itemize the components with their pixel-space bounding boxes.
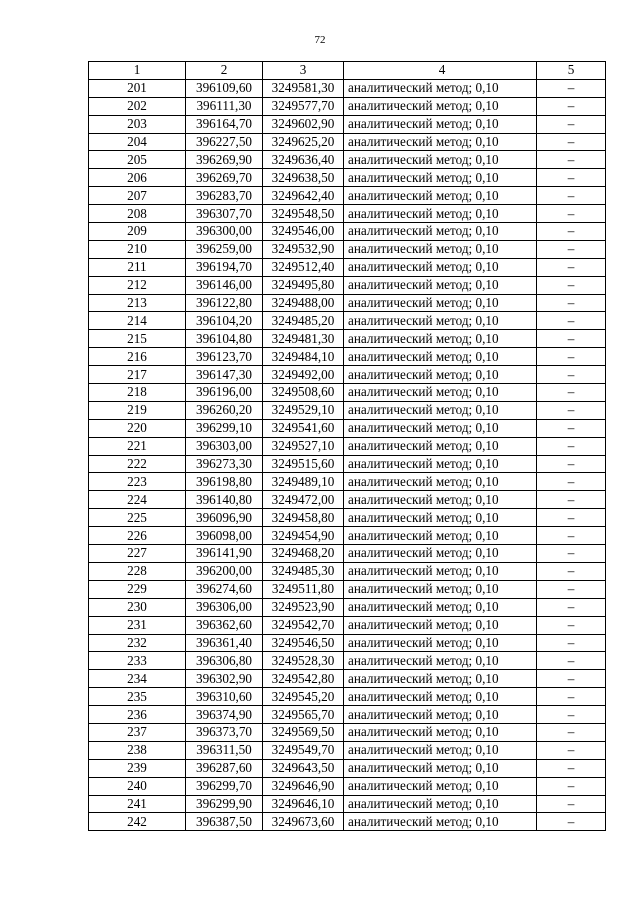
point-number-cell: 229	[89, 580, 186, 598]
method-accuracy-cell: аналитический метод; 0,10	[344, 384, 537, 402]
method-accuracy-cell: аналитический метод; 0,10	[344, 688, 537, 706]
note-cell: –	[537, 545, 606, 563]
y-coordinate-cell: 3249577,70	[263, 97, 344, 115]
note-cell: –	[537, 777, 606, 795]
y-coordinate-cell: 3249485,30	[263, 562, 344, 580]
method-accuracy-cell: аналитический метод; 0,10	[344, 205, 537, 223]
table-row	[89, 634, 606, 652]
y-coordinate-cell: 3249542,80	[263, 670, 344, 688]
table-row	[89, 706, 606, 724]
x-coordinate-cell: 396104,20	[186, 312, 263, 330]
point-number-cell: 223	[89, 473, 186, 491]
y-coordinate-cell: 3249646,90	[263, 777, 344, 795]
point-number-cell: 226	[89, 527, 186, 545]
x-coordinate-cell: 396300,00	[186, 223, 263, 241]
x-coordinate-cell: 396098,00	[186, 527, 263, 545]
method-accuracy-cell: аналитический метод; 0,10	[344, 741, 537, 759]
header-col-4: 4	[344, 62, 537, 80]
note-cell: –	[537, 741, 606, 759]
x-coordinate-cell: 396111,30	[186, 97, 263, 115]
note-cell: –	[537, 294, 606, 312]
x-coordinate-cell: 396374,90	[186, 706, 263, 724]
note-cell: –	[537, 688, 606, 706]
x-coordinate-cell: 396164,70	[186, 115, 263, 133]
header-col-2: 2	[186, 62, 263, 80]
y-coordinate-cell: 3249512,40	[263, 258, 344, 276]
x-coordinate-cell: 396140,80	[186, 491, 263, 509]
note-cell: –	[537, 634, 606, 652]
x-coordinate-cell: 396200,00	[186, 562, 263, 580]
method-accuracy-cell: аналитический метод; 0,10	[344, 616, 537, 634]
header-col-5: 5	[537, 62, 606, 80]
table-row	[89, 97, 606, 115]
y-coordinate-cell: 3249642,40	[263, 187, 344, 205]
point-number-cell: 219	[89, 401, 186, 419]
y-coordinate-cell: 3249511,80	[263, 580, 344, 598]
x-coordinate-cell: 396310,60	[186, 688, 263, 706]
note-cell: –	[537, 670, 606, 688]
point-number-cell: 210	[89, 240, 186, 258]
y-coordinate-cell: 3249489,10	[263, 473, 344, 491]
y-coordinate-cell: 3249492,00	[263, 366, 344, 384]
x-coordinate-cell: 396387,50	[186, 813, 263, 831]
point-number-cell: 214	[89, 312, 186, 330]
y-coordinate-cell: 3249638,50	[263, 169, 344, 187]
note-cell: –	[537, 240, 606, 258]
point-number-cell: 225	[89, 509, 186, 527]
table-row	[89, 598, 606, 616]
table-row	[89, 205, 606, 223]
point-number-cell: 218	[89, 384, 186, 402]
table-row	[89, 258, 606, 276]
page-number: 72	[314, 34, 326, 46]
point-number-cell: 228	[89, 562, 186, 580]
y-coordinate-cell: 3249636,40	[263, 151, 344, 169]
x-coordinate-cell: 396147,30	[186, 366, 263, 384]
table-row	[89, 133, 606, 151]
y-coordinate-cell: 3249528,30	[263, 652, 344, 670]
table-row	[89, 473, 606, 491]
table-row	[89, 312, 606, 330]
table-row	[89, 491, 606, 509]
point-number-cell: 232	[89, 634, 186, 652]
point-number-cell: 220	[89, 419, 186, 437]
x-coordinate-cell: 396259,00	[186, 240, 263, 258]
table-row	[89, 795, 606, 813]
method-accuracy-cell: аналитический метод; 0,10	[344, 258, 537, 276]
table-row	[89, 187, 606, 205]
point-number-cell: 203	[89, 115, 186, 133]
point-number-cell: 221	[89, 437, 186, 455]
table-row	[89, 759, 606, 777]
note-cell: –	[537, 169, 606, 187]
x-coordinate-cell: 396274,60	[186, 580, 263, 598]
point-number-cell: 239	[89, 759, 186, 777]
x-coordinate-cell: 396104,80	[186, 330, 263, 348]
table-row	[89, 419, 606, 437]
y-coordinate-cell: 3249643,50	[263, 759, 344, 777]
method-accuracy-cell: аналитический метод; 0,10	[344, 580, 537, 598]
point-number-cell: 236	[89, 706, 186, 724]
table-row	[89, 366, 606, 384]
note-cell: –	[537, 258, 606, 276]
x-coordinate-cell: 396198,80	[186, 473, 263, 491]
y-coordinate-cell: 3249625,20	[263, 133, 344, 151]
x-coordinate-cell: 396306,00	[186, 598, 263, 616]
x-coordinate-cell: 396109,60	[186, 79, 263, 97]
x-coordinate-cell: 396307,70	[186, 205, 263, 223]
table-row	[89, 437, 606, 455]
x-coordinate-cell: 396141,90	[186, 545, 263, 563]
method-accuracy-cell: аналитический метод; 0,10	[344, 240, 537, 258]
method-accuracy-cell: аналитический метод; 0,10	[344, 527, 537, 545]
note-cell: –	[537, 419, 606, 437]
point-number-cell: 207	[89, 187, 186, 205]
point-number-cell: 208	[89, 205, 186, 223]
note-cell: –	[537, 97, 606, 115]
table-row	[89, 294, 606, 312]
method-accuracy-cell: аналитический метод; 0,10	[344, 330, 537, 348]
table-row	[89, 79, 606, 97]
x-coordinate-cell: 396299,90	[186, 795, 263, 813]
method-accuracy-cell: аналитический метод; 0,10	[344, 187, 537, 205]
method-accuracy-cell: аналитический метод; 0,10	[344, 419, 537, 437]
method-accuracy-cell: аналитический метод; 0,10	[344, 598, 537, 616]
point-number-cell: 211	[89, 258, 186, 276]
table-body	[89, 79, 606, 830]
method-accuracy-cell: аналитический метод; 0,10	[344, 133, 537, 151]
note-cell: –	[537, 330, 606, 348]
point-number-cell: 231	[89, 616, 186, 634]
note-cell: –	[537, 348, 606, 366]
note-cell: –	[537, 473, 606, 491]
note-cell: –	[537, 706, 606, 724]
method-accuracy-cell: аналитический метод; 0,10	[344, 437, 537, 455]
x-coordinate-cell: 396306,80	[186, 652, 263, 670]
table-row	[89, 527, 606, 545]
method-accuracy-cell: аналитический метод; 0,10	[344, 634, 537, 652]
x-coordinate-cell: 396146,00	[186, 276, 263, 294]
table-row	[89, 545, 606, 563]
y-coordinate-cell: 3249602,90	[263, 115, 344, 133]
header-row	[89, 62, 606, 80]
note-cell: –	[537, 223, 606, 241]
x-coordinate-cell: 396302,90	[186, 670, 263, 688]
table-row	[89, 509, 606, 527]
y-coordinate-cell: 3249484,10	[263, 348, 344, 366]
table-row	[89, 223, 606, 241]
method-accuracy-cell: аналитический метод; 0,10	[344, 276, 537, 294]
note-cell: –	[537, 580, 606, 598]
note-cell: –	[537, 205, 606, 223]
point-number-cell: 222	[89, 455, 186, 473]
note-cell: –	[537, 401, 606, 419]
x-coordinate-cell: 396303,00	[186, 437, 263, 455]
method-accuracy-cell: аналитический метод; 0,10	[344, 79, 537, 97]
x-coordinate-cell: 396194,70	[186, 258, 263, 276]
y-coordinate-cell: 3249549,70	[263, 741, 344, 759]
x-coordinate-cell: 396122,80	[186, 294, 263, 312]
note-cell: –	[537, 384, 606, 402]
table-row	[89, 562, 606, 580]
method-accuracy-cell: аналитический метод; 0,10	[344, 401, 537, 419]
table-row	[89, 813, 606, 831]
x-coordinate-cell: 396273,30	[186, 455, 263, 473]
point-number-cell: 213	[89, 294, 186, 312]
y-coordinate-cell: 3249485,20	[263, 312, 344, 330]
note-cell: –	[537, 115, 606, 133]
x-coordinate-cell: 396283,70	[186, 187, 263, 205]
y-coordinate-cell: 3249565,70	[263, 706, 344, 724]
y-coordinate-cell: 3249569,50	[263, 723, 344, 741]
note-cell: –	[537, 509, 606, 527]
table-row	[89, 276, 606, 294]
point-number-cell: 238	[89, 741, 186, 759]
note-cell: –	[537, 437, 606, 455]
table-row	[89, 777, 606, 795]
method-accuracy-cell: аналитический метод; 0,10	[344, 706, 537, 724]
table-row	[89, 384, 606, 402]
point-number-cell: 217	[89, 366, 186, 384]
y-coordinate-cell: 3249468,20	[263, 545, 344, 563]
y-coordinate-cell: 3249472,00	[263, 491, 344, 509]
y-coordinate-cell: 3249546,00	[263, 223, 344, 241]
table-row	[89, 401, 606, 419]
x-coordinate-cell: 396096,90	[186, 509, 263, 527]
method-accuracy-cell: аналитический метод; 0,10	[344, 294, 537, 312]
point-number-cell: 201	[89, 79, 186, 97]
method-accuracy-cell: аналитический метод; 0,10	[344, 455, 537, 473]
table-row	[89, 348, 606, 366]
method-accuracy-cell: аналитический метод; 0,10	[344, 115, 537, 133]
x-coordinate-cell: 396362,60	[186, 616, 263, 634]
coordinates-table	[88, 61, 606, 831]
note-cell: –	[537, 652, 606, 670]
method-accuracy-cell: аналитический метод; 0,10	[344, 348, 537, 366]
x-coordinate-cell: 396269,90	[186, 151, 263, 169]
y-coordinate-cell: 3249546,50	[263, 634, 344, 652]
x-coordinate-cell: 396361,40	[186, 634, 263, 652]
note-cell: –	[537, 759, 606, 777]
note-cell: –	[537, 133, 606, 151]
y-coordinate-cell: 3249454,90	[263, 527, 344, 545]
note-cell: –	[537, 598, 606, 616]
y-coordinate-cell: 3249581,30	[263, 79, 344, 97]
x-coordinate-cell: 396196,00	[186, 384, 263, 402]
note-cell: –	[537, 527, 606, 545]
method-accuracy-cell: аналитический метод; 0,10	[344, 312, 537, 330]
method-accuracy-cell: аналитический метод; 0,10	[344, 491, 537, 509]
point-number-cell: 227	[89, 545, 186, 563]
x-coordinate-cell: 396287,60	[186, 759, 263, 777]
x-coordinate-cell: 396227,50	[186, 133, 263, 151]
point-number-cell: 215	[89, 330, 186, 348]
table-row	[89, 240, 606, 258]
y-coordinate-cell: 3249481,30	[263, 330, 344, 348]
point-number-cell: 209	[89, 223, 186, 241]
note-cell: –	[537, 616, 606, 634]
y-coordinate-cell: 3249548,50	[263, 205, 344, 223]
x-coordinate-cell: 396311,50	[186, 741, 263, 759]
header-col-3: 3	[263, 62, 344, 80]
method-accuracy-cell: аналитический метод; 0,10	[344, 545, 537, 563]
method-accuracy-cell: аналитический метод; 0,10	[344, 223, 537, 241]
table-row	[89, 688, 606, 706]
table-header	[89, 62, 606, 80]
y-coordinate-cell: 3249488,00	[263, 294, 344, 312]
method-accuracy-cell: аналитический метод; 0,10	[344, 759, 537, 777]
table-row	[89, 652, 606, 670]
y-coordinate-cell: 3249532,90	[263, 240, 344, 258]
method-accuracy-cell: аналитический метод; 0,10	[344, 97, 537, 115]
header-col-1: 1	[89, 62, 186, 80]
point-number-cell: 241	[89, 795, 186, 813]
note-cell: –	[537, 187, 606, 205]
x-coordinate-cell: 396299,10	[186, 419, 263, 437]
point-number-cell: 234	[89, 670, 186, 688]
point-number-cell: 206	[89, 169, 186, 187]
table-row	[89, 169, 606, 187]
x-coordinate-cell: 396123,70	[186, 348, 263, 366]
y-coordinate-cell: 3249495,80	[263, 276, 344, 294]
point-number-cell: 230	[89, 598, 186, 616]
method-accuracy-cell: аналитический метод; 0,10	[344, 509, 537, 527]
point-number-cell: 233	[89, 652, 186, 670]
y-coordinate-cell: 3249545,20	[263, 688, 344, 706]
note-cell: –	[537, 795, 606, 813]
y-coordinate-cell: 3249541,60	[263, 419, 344, 437]
note-cell: –	[537, 723, 606, 741]
x-coordinate-cell: 396260,20	[186, 401, 263, 419]
method-accuracy-cell: аналитический метод; 0,10	[344, 813, 537, 831]
note-cell: –	[537, 151, 606, 169]
y-coordinate-cell: 3249508,60	[263, 384, 344, 402]
note-cell: –	[537, 491, 606, 509]
point-number-cell: 235	[89, 688, 186, 706]
method-accuracy-cell: аналитический метод; 0,10	[344, 652, 537, 670]
point-number-cell: 212	[89, 276, 186, 294]
x-coordinate-cell: 396373,70	[186, 723, 263, 741]
note-cell: –	[537, 366, 606, 384]
method-accuracy-cell: аналитический метод; 0,10	[344, 151, 537, 169]
y-coordinate-cell: 3249542,70	[263, 616, 344, 634]
y-coordinate-cell: 3249646,10	[263, 795, 344, 813]
table-row	[89, 670, 606, 688]
method-accuracy-cell: аналитический метод; 0,10	[344, 169, 537, 187]
table-row	[89, 580, 606, 598]
table-row	[89, 151, 606, 169]
y-coordinate-cell: 3249515,60	[263, 455, 344, 473]
note-cell: –	[537, 562, 606, 580]
method-accuracy-cell: аналитический метод; 0,10	[344, 670, 537, 688]
method-accuracy-cell: аналитический метод; 0,10	[344, 795, 537, 813]
note-cell: –	[537, 312, 606, 330]
table-row	[89, 115, 606, 133]
point-number-cell: 237	[89, 723, 186, 741]
table-row	[89, 741, 606, 759]
note-cell: –	[537, 79, 606, 97]
point-number-cell: 205	[89, 151, 186, 169]
x-coordinate-cell: 396269,70	[186, 169, 263, 187]
table-row	[89, 616, 606, 634]
method-accuracy-cell: аналитический метод; 0,10	[344, 723, 537, 741]
x-coordinate-cell: 396299,70	[186, 777, 263, 795]
y-coordinate-cell: 3249527,10	[263, 437, 344, 455]
method-accuracy-cell: аналитический метод; 0,10	[344, 366, 537, 384]
note-cell: –	[537, 813, 606, 831]
point-number-cell: 240	[89, 777, 186, 795]
y-coordinate-cell: 3249523,90	[263, 598, 344, 616]
note-cell: –	[537, 455, 606, 473]
method-accuracy-cell: аналитический метод; 0,10	[344, 777, 537, 795]
y-coordinate-cell: 3249458,80	[263, 509, 344, 527]
table-row	[89, 330, 606, 348]
y-coordinate-cell: 3249529,10	[263, 401, 344, 419]
point-number-cell: 216	[89, 348, 186, 366]
point-number-cell: 204	[89, 133, 186, 151]
table-row	[89, 723, 606, 741]
note-cell: –	[537, 276, 606, 294]
point-number-cell: 202	[89, 97, 186, 115]
y-coordinate-cell: 3249673,60	[263, 813, 344, 831]
method-accuracy-cell: аналитический метод; 0,10	[344, 562, 537, 580]
method-accuracy-cell: аналитический метод; 0,10	[344, 473, 537, 491]
point-number-cell: 224	[89, 491, 186, 509]
point-number-cell: 242	[89, 813, 186, 831]
table-row	[89, 455, 606, 473]
